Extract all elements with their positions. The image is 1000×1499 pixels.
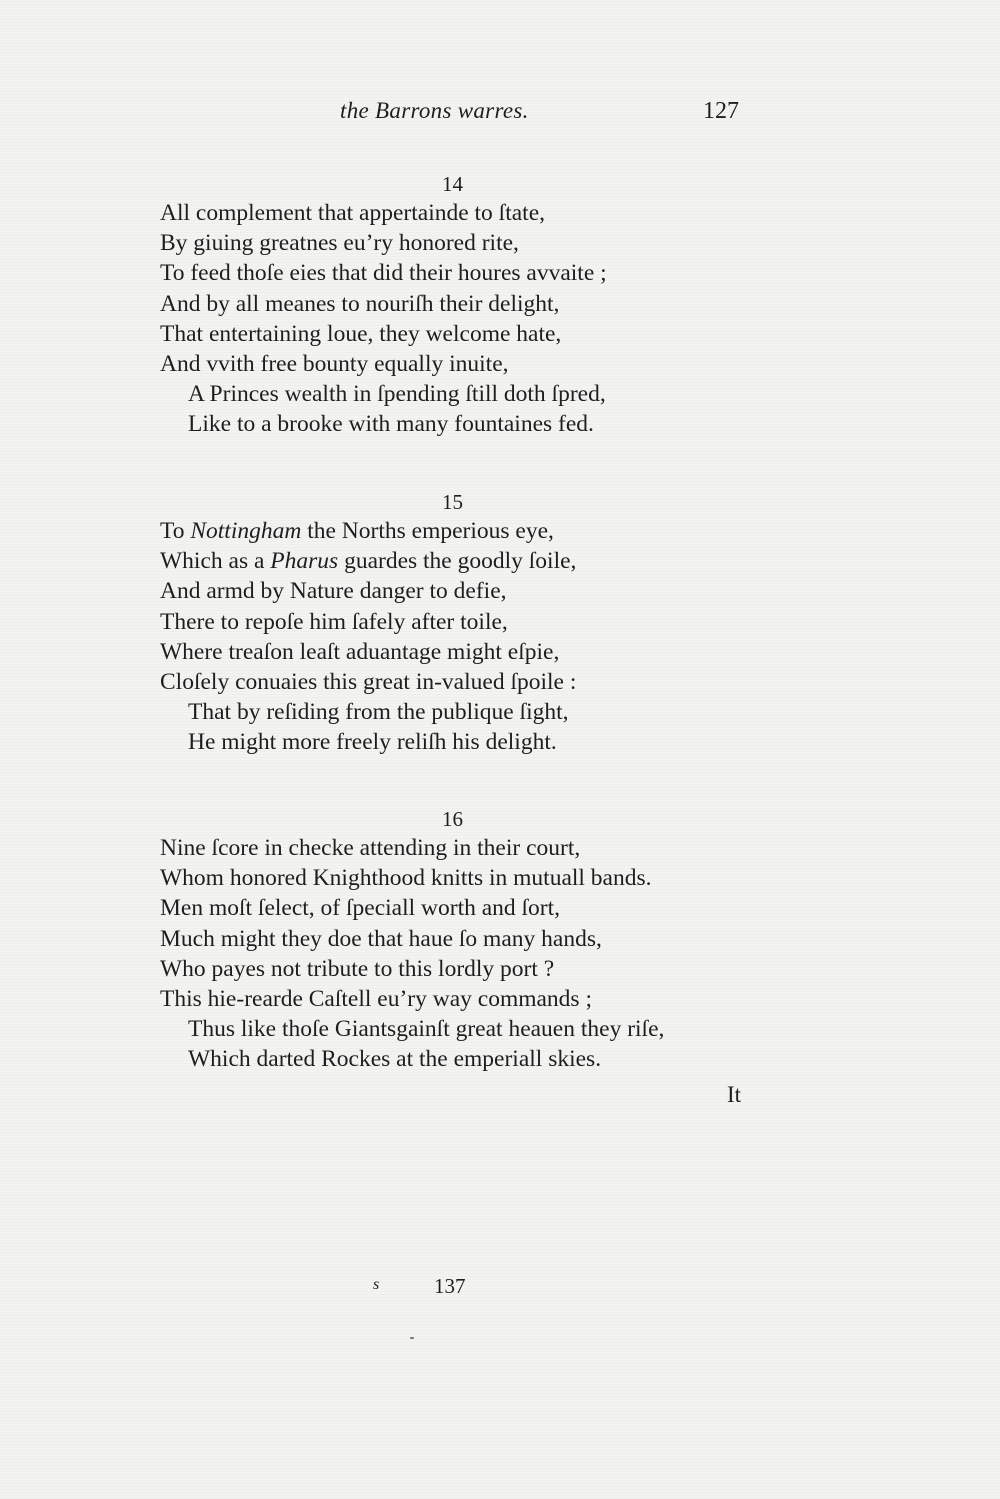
verse-line: Much might they doe that haue ſo many hands, bbox=[160, 925, 602, 952]
verse-line: Men moſt ſelect, of ſpeciall worth and ſort, bbox=[160, 895, 561, 922]
verse-line-text: To Nottingham the Norths emperious eye, bbox=[160, 518, 554, 544]
verse-line-couplet: Which darted Rockes at the emperiall skies. bbox=[188, 1046, 602, 1073]
verse-line: This hie-rearde Caſtell eu’ry way commands ; bbox=[160, 986, 592, 1013]
signature-number: 137 bbox=[434, 1274, 466, 1298]
stanza-number: 15 bbox=[442, 490, 463, 514]
verse-line: Where treaſon leaſt aduantage might eſpie, bbox=[160, 638, 560, 665]
verse-line: All complement that appertainde to ſtate, bbox=[160, 200, 546, 226]
verse-line-couplet: Thus like thoſe Giantsgainſt great heauen they riſe, bbox=[188, 1016, 665, 1043]
verse-line: And by all meanes to nouriſh their delight, bbox=[160, 290, 560, 317]
stanza-16 bbox=[160, 805, 780, 1075]
verse-line: By giuing greatnes eu’ry honored rite, bbox=[160, 230, 519, 257]
verse-line: There to repoſe him ſafely after toile, bbox=[160, 608, 508, 635]
running-title: the Barrons warres. bbox=[340, 98, 529, 123]
stanza-15 bbox=[160, 488, 780, 758]
verse-line: Nine ſcore in checke attending in their court, bbox=[160, 835, 581, 861]
verse-line: And armd by Nature danger to defie, bbox=[160, 578, 507, 605]
verse-line-couplet: A Princes wealth in ſpending ſtill doth ſpred, bbox=[188, 381, 606, 408]
verse-line: Who payes not tribute to this lordly port ? bbox=[160, 955, 555, 982]
page-number: 127 bbox=[703, 98, 739, 124]
verse-line bbox=[160, 516, 780, 546]
signature-line bbox=[0, 1274, 1000, 1304]
stanza-number: 16 bbox=[442, 807, 463, 831]
verse-line-couplet: Like to a brooke with many fountaines fed. bbox=[188, 411, 594, 438]
stanza-14 bbox=[160, 170, 780, 440]
verse-line: Cloſely conuaies this great in-valued ſpoile : bbox=[160, 669, 577, 696]
verse-line: Whom honored Knighthood knitts in mutuall bands. bbox=[160, 865, 652, 892]
verse-line: To feed thoſe eies that did their houres avvaite ; bbox=[160, 260, 607, 287]
verse-line-couplet: That by reſiding from the publique ſight, bbox=[188, 699, 569, 726]
stanza-number: 14 bbox=[442, 172, 463, 196]
catchword: It bbox=[727, 1082, 742, 1107]
verse-line: And vvith free bounty equally inuite, bbox=[160, 351, 509, 378]
verse-line-couplet: He might more freely reliſh his delight. bbox=[188, 729, 557, 756]
verse-line: That entertaining loue, they welcome hate, bbox=[160, 320, 562, 347]
running-head bbox=[0, 98, 1000, 132]
ink-speck bbox=[410, 1337, 414, 1339]
signature-mark: s bbox=[373, 1276, 380, 1293]
verse-line: Which as a Pharus guardes the goodly ſoile, bbox=[160, 548, 577, 575]
